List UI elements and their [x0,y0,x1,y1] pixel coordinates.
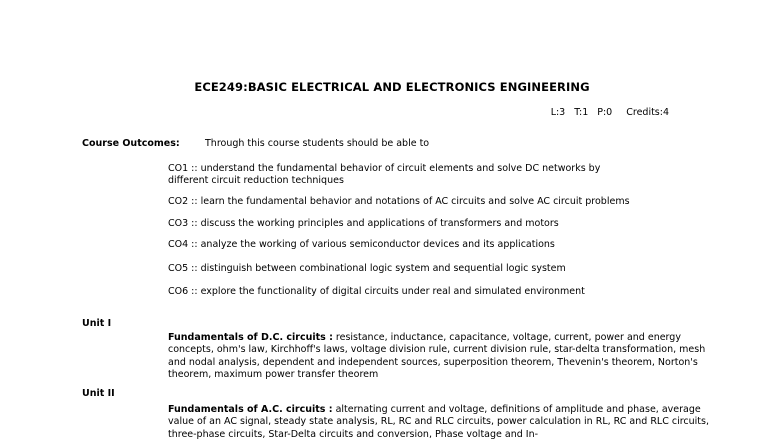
credits-value: Credits:4 [626,107,669,118]
course-outcome-co2: CO2 :: learn the fundamental behavior and notations of AC circuits and solve AC circuit problems [168,196,630,207]
unit-2-content [168,404,713,441]
practical-hours: P:0 [597,107,613,118]
lecture-hours: L:3 [550,107,566,118]
course-outcomes-label: Course Outcomes: [82,138,180,149]
course-outcome-co1 [168,163,600,187]
tutorial-hours: T:1 [574,107,589,118]
course-outcome-co6: CO6 :: explore the functionality of digital circuits under real and simulated environment [168,286,585,297]
co1-line2: different circuit reduction techniques [168,175,344,186]
course-outcome-co5: CO5 :: distinguish between combinational logic system and sequential logic system [168,263,566,274]
unit-2-text: alternating current and voltage, definitions of amplitude and phase, average value of an AC signal, steady state analysis, RL, RC and RLC circuits, power calculation in RL, RC and RLC circuits, three-phase circuits, Star-Delta circuits and conversion, Phase voltage and In- [168,404,710,440]
course-outcome-co4: CO4 :: analyze the working of various semiconductor devices and its applications [168,239,555,250]
unit-2-heading: Fundamentals of A.C. circuits : [168,404,333,415]
course-outcome-co3: CO3 :: discuss the working principles and applications of transformers and motors [168,218,559,229]
unit-1-content [168,332,713,382]
page-title: ECE249:BASIC ELECTRICAL AND ELECTRONICS ENGINEERING [194,80,590,94]
unit-1-text: resistance, inductance, capacitance, voltage, current, power and energy concepts, ohm's law, Kirchhoff's laws, voltage division rule, current division rule, star-delta transformation, mesh and nodal analysis, dependent and independent sources, superposition theorem, Thevenin's theorem, Norton's theorem, maximum power transfer theorem [168,332,706,381]
course-outcomes-intro: Through this course students should be able to [205,138,430,149]
unit-2-label: Unit II [82,388,115,399]
unit-1-label: Unit I [82,318,112,329]
credit-info [542,107,669,118]
unit-1-heading: Fundamentals of D.C. circuits : [168,332,333,343]
co1-line1: CO1 :: understand the fundamental behavior of circuit elements and solve DC networks by [168,163,601,174]
